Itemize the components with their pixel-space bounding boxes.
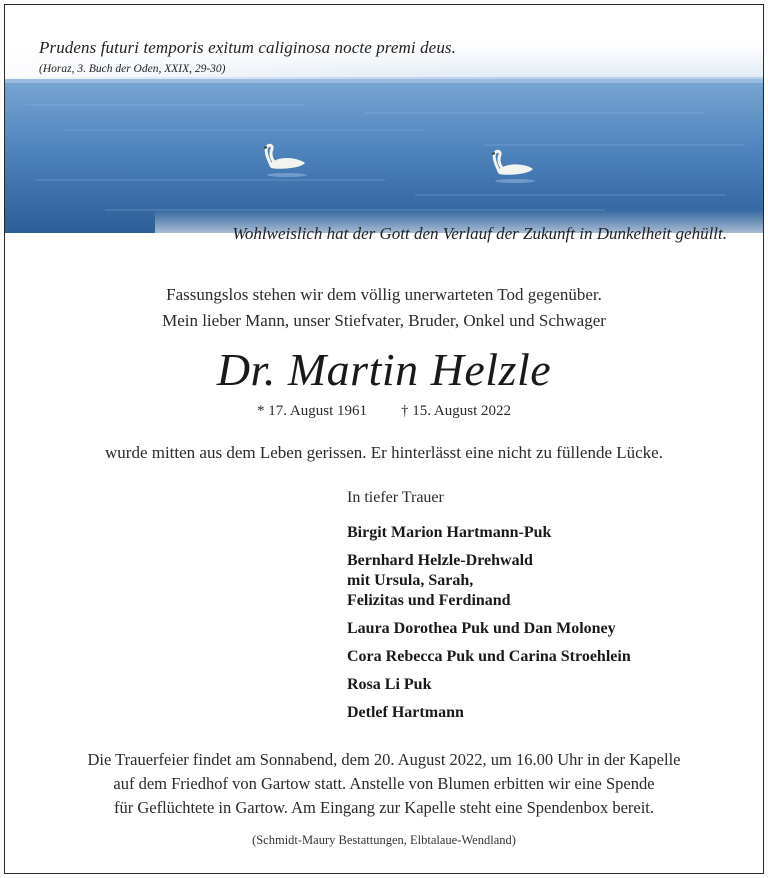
mourner: Birgit Marion Hartmann-Puk xyxy=(347,524,552,541)
quote-source: (Horaz, 3. Buch der Oden, XXIX, 29-30) xyxy=(39,63,226,75)
obituary-frame xyxy=(4,4,764,874)
lake-swans-photo xyxy=(5,5,763,249)
deceased-name: Dr. Martin Helzle xyxy=(216,344,552,395)
intro-line-1: Fassungslos stehen wir dem völlig unerwarteten Tod gegenüber. xyxy=(166,285,602,304)
mourner: Bernhard Helzle-Drehwald mit Ursula, Sarah, Felizitas und Ferdinand xyxy=(347,552,533,609)
mourner: Rosa Li Puk xyxy=(347,676,432,693)
service-info-line-3: für Geflüchtete in Gartow. Am Eingang zur Kapelle steht eine Spendenbox bereit. xyxy=(113,798,655,817)
life-dates xyxy=(5,403,763,420)
mourner: Detlef Hartmann xyxy=(347,704,464,721)
death-date: † 15. August 2022 xyxy=(401,403,512,419)
torn-from-life-line: wurde mitten aus dem Leben gerissen. Er hinterlässt eine nicht zu füllende Lücke. xyxy=(105,443,663,462)
german-translation: Wohlweislich hat der Gott den Verlauf der Zukunft in Dunkelheit gehüllt. xyxy=(232,224,727,243)
latin-quote: Prudens futuri temporis exitum caliginosa nocte premi deus. xyxy=(39,38,456,57)
intro-line-2: Mein lieber Mann, unser Stiefvater, Bruder, Onkel und Schwager xyxy=(162,311,606,330)
mourning-heading: In tiefer Trauer xyxy=(347,489,444,506)
mourner: Laura Dorothea Puk und Dan Moloney xyxy=(347,620,616,637)
mourner: Cora Rebecca Puk und Carina Stroehlein xyxy=(347,648,631,665)
birth-date: * 17. August 1961 xyxy=(256,403,367,419)
undertaker-credit: (Schmidt-Maury Bestattungen, Elbtalaue-Wendland) xyxy=(252,833,516,847)
service-info-line-1: Die Trauerfeier findet am Sonnabend, dem 20. August 2022, um 16.00 Uhr in der Kapelle xyxy=(87,750,681,769)
service-info-line-2: auf dem Friedhof von Gartow statt. Anstelle von Blumen erbitten wir eine Spende xyxy=(113,774,655,793)
mourners-list xyxy=(347,523,631,731)
